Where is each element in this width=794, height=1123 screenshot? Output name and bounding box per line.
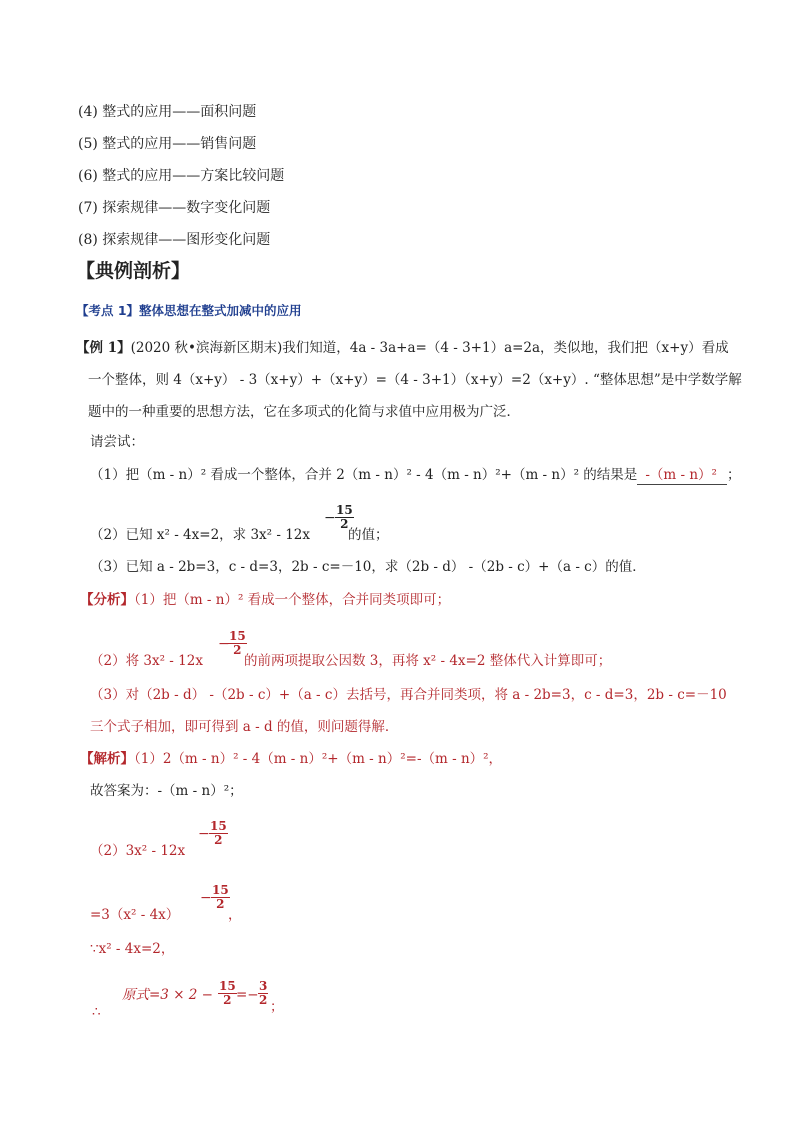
example-line-3: 题中的一种重要的思想方法，它在多项式的化简与求值中应用极为广泛． (88, 404, 520, 420)
analysis-line-2-prefix: （2）将 3x² - 12x (90, 653, 203, 669)
question-1-answer: -（m - n）² (637, 466, 727, 485)
solution-step-2: =3（x² - 4x） (90, 907, 180, 923)
fraction-15-2 (209, 820, 228, 847)
solution-therefore-expr: 原式=3 × 2 − (122, 987, 213, 1003)
fraction-denominator: 2 (259, 993, 268, 1007)
question-2 (90, 526, 310, 544)
question-1-suffix: ； (726, 467, 741, 483)
example-tag: 【例 1】 (76, 340, 131, 356)
fraction-sign: − (200, 890, 212, 906)
topic-item: (8) 探索规律——图形变化问题 (78, 232, 271, 248)
fraction-numerator: 15 (210, 819, 227, 833)
example-line-2: 一个整体，则 4（x+y） - 3（x+y）+（x+y）=（4 - 3+1）（x+y）=2（x+y）. “整体思想”是中学数学解 (88, 372, 742, 388)
fraction-sign: − (198, 826, 210, 842)
fraction-denominator: 2 (340, 517, 349, 531)
solution-answer: 故答案为：-（m - n）²； (90, 783, 243, 799)
fraction-numerator: 15 (219, 979, 236, 993)
therefore-symbol: ∴ (92, 1004, 101, 1020)
analysis-line-2-suffix: 的前两项提取公因数 3，再将 x² - 4x=2 整体代入计算即可； (244, 653, 612, 669)
fraction-sign: − (324, 510, 336, 526)
section-heading: 【典例剖析】 (76, 260, 191, 282)
solution-step-1: （2）3x² - 12x (90, 843, 186, 859)
question-1-text: （1）把（m - n）² 看成一个整体，合并 2（m - n）² - 4（m - n）²+（m - n）² 的结果是 (90, 467, 638, 483)
fraction-denominator: 2 (233, 643, 242, 657)
fraction-numerator: 15 (336, 503, 353, 517)
solution-line-1 (80, 750, 502, 768)
fraction-sign: − (218, 636, 230, 652)
question-2-text: （2）已知 x² - 4x=2，求 3x² - 12x (90, 527, 310, 543)
solution-because: ∵x² - 4x=2， (90, 941, 175, 957)
fraction-numerator: 15 (212, 883, 229, 897)
topic-item: (6) 整式的应用——方案比较问题 (78, 168, 285, 184)
analysis-line-4: 三个式子相加，即可得到 a - d 的值，则问题得解． (90, 719, 399, 735)
fraction-3-2 (258, 980, 268, 1007)
fraction-15-2 (211, 884, 230, 911)
analysis-text: （1）把（m - n）² 看成一个整体，合并同类项即可； (134, 592, 451, 608)
topic-item: (5) 整式的应用——销售问题 (78, 136, 257, 152)
kaodian-title: 【考点 1】整体思想在整式加减中的应用 (76, 303, 302, 318)
example-source: (2020 秋•滨海新区期末) (130, 340, 283, 356)
fraction-denominator: 2 (216, 897, 225, 911)
question-3: （3）已知 a - 2b=3，c - d=3，2b - c=－10，求（2b - d） -（2b - c）+（a - c）的值． (90, 559, 646, 575)
example-text: 我们知道，4a - 3a+a=（4 - 3+1）a=2a，类似地，我们把（x+y）看成 (282, 340, 729, 356)
analysis-line-3: （3）对（2b - d） -（2b - c）+（a - c）去括号，再合并同类项，将 a - 2b=3，c - d=3，2b - c=－10 (90, 687, 727, 703)
fraction-denominator: 2 (214, 833, 223, 847)
analysis-line-1 (80, 591, 450, 609)
fraction-denominator: 2 (223, 993, 232, 1007)
question-2-suffix: 的值； (348, 527, 389, 543)
fraction-numerator: 3 (259, 979, 268, 993)
fraction-15-2 (218, 980, 237, 1007)
solution-step-2-suffix: ， (228, 907, 242, 923)
try-label: 请尝试： (90, 434, 144, 450)
solution-therefore-mid: =− (236, 987, 259, 1003)
example-line-1 (76, 339, 729, 357)
solution-text: （1）2（m - n）² - 4（m - n）²+（m - n）²=-（m - n）²， (134, 751, 503, 767)
topic-item: (7) 探索规律——数字变化问题 (78, 200, 271, 216)
question-1 (90, 466, 740, 485)
solution-therefore-suffix: ； (270, 999, 284, 1015)
solution-tag: 【解析】 (80, 751, 134, 767)
analysis-tag: 【分析】 (80, 592, 134, 608)
topic-item: (4) 整式的应用——面积问题 (78, 104, 257, 120)
fraction-numerator: 15 (229, 629, 246, 643)
